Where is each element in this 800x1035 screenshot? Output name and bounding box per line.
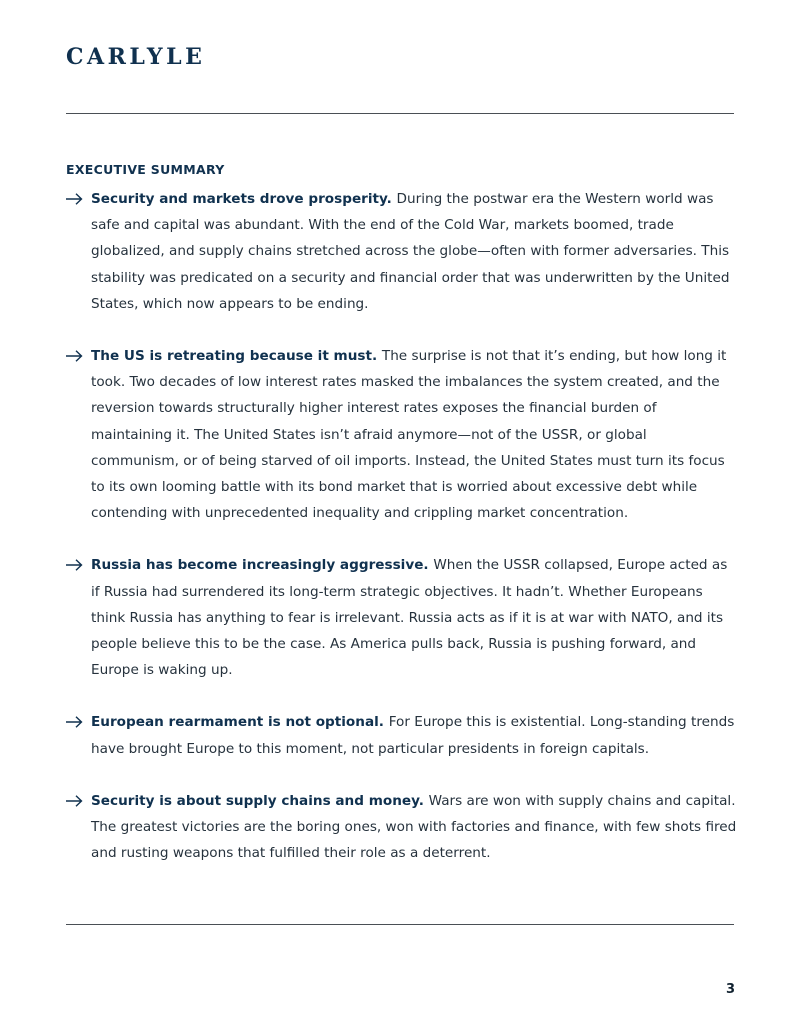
page-number: 3 [725, 982, 735, 997]
summary-item-lead: The US is retreating because it must. [91, 348, 382, 365]
summary-item-body: During the postwar era the Western world was safe and capital was abundant. With the end of the Cold War, markets boomed, trade globalized, and supply chains stretched across the globe—often with former adversaries. This stability was predicated on a security and financial order that was underwritten by the United States, which now appears to be ending. [91, 191, 730, 312]
summary-item-lead: Security and markets drove prosperity. [91, 191, 397, 207]
summary-item-body: Wars are won with supply chains and capital. The greatest victories are the boring ones, won with factories and finance, with few shots fired and rusting weapons that fulfilled their role as a deterrent. [91, 792, 737, 862]
arrow-right-icon [66, 559, 83, 571]
header-divider [66, 113, 734, 114]
summary-item [66, 343, 738, 526]
footer-divider [66, 924, 734, 925]
summary-item-lead: Security is about supply chains and money. [91, 792, 429, 809]
summary-list [66, 186, 738, 892]
summary-item [66, 186, 738, 317]
summary-item-body: For Europe this is existential. Long-standing trends have brought Europe to this moment, not particular presidents in foreign capitals. [91, 714, 735, 757]
summary-item [66, 552, 738, 683]
carlyle-logo: CARLYLE [66, 44, 206, 70]
summary-item [66, 709, 738, 761]
summary-item-lead: Russia has become increasingly aggressive. [91, 557, 434, 574]
summary-item-body: The surprise is not that it’s ending, but how long it took. Two decades of low interest rates masked the imbalances the system created, and the reversion towards structurally higher interest rates exposes the financial burden of maintaining it. The United States isn’t afraid anymore—not of the USSR, or global communism, or of being starved of oil imports. Instead, the United States must turn its focus to its own looming battle with its bond market that is worried about excessive debt while contending with unprecedented inequality and crippling market concentration. [91, 348, 727, 522]
arrow-right-icon [66, 193, 83, 205]
arrow-right-icon [66, 716, 83, 728]
summary-item-body: When the USSR collapsed, Europe acted as if Russia had surrendered its long-term strategic objectives. It hadn’t. Whether Europeans think Russia has anything to fear is irrelevant. Russia acts as if it is at war with NATO, and its people believe this to be the case. As America pulls back, Russia is pushing forward, and Europe is waking up. [91, 557, 728, 679]
section-title: EXECUTIVE SUMMARY [66, 162, 225, 177]
summary-item-lead: European rearmament is not optional. [91, 714, 389, 731]
arrow-right-icon [66, 350, 83, 362]
summary-item [66, 788, 738, 867]
arrow-right-icon [66, 795, 83, 807]
